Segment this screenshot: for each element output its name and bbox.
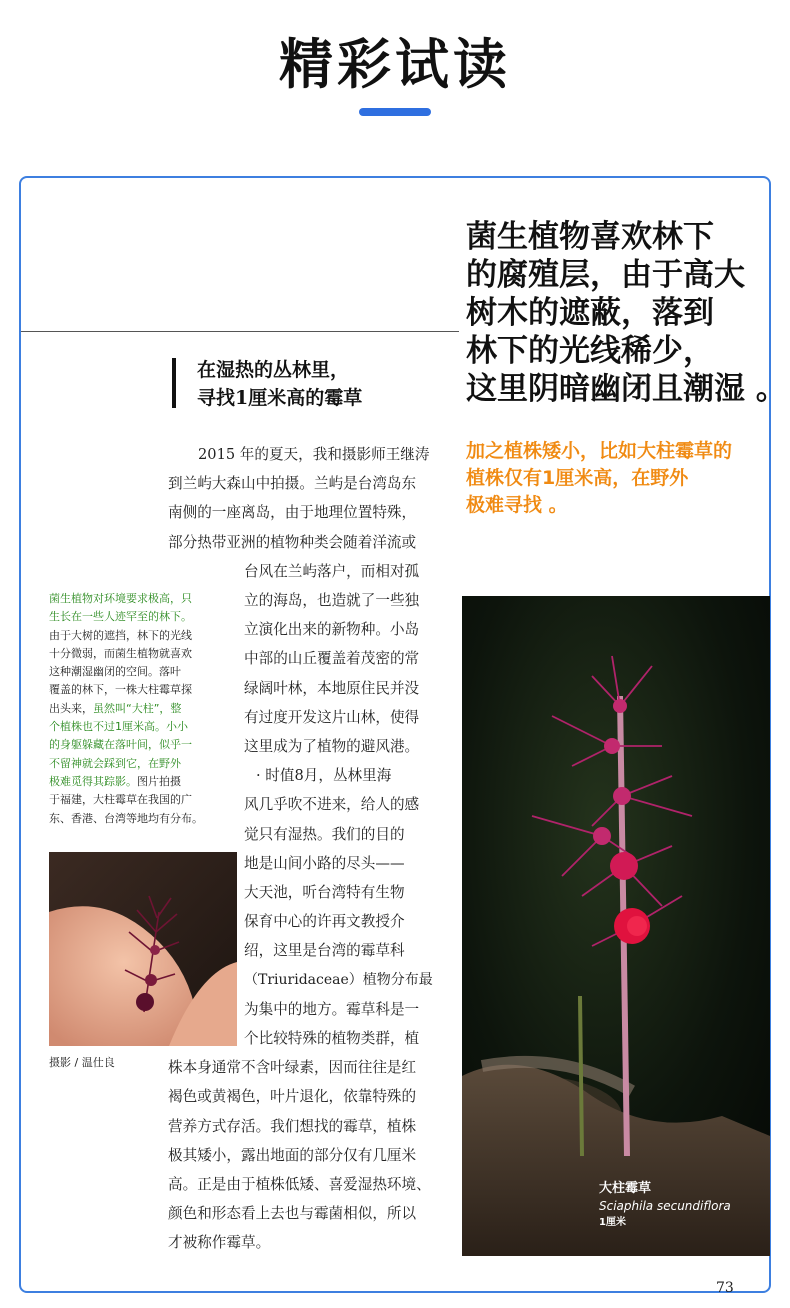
photo-sciaphila (462, 596, 770, 1256)
body-line: 到兰屿大森山中拍摄。兰屿是台湾岛东 (168, 475, 417, 493)
headline-line: 菌生植物喜欢林下 (466, 219, 714, 255)
note-line: 个植株也不过1厘米高。小小 (49, 720, 188, 734)
highlight-line: 加之植株矮小，比如大柱霉草的 (466, 440, 733, 462)
photo-caption (599, 1180, 731, 1230)
note-line: 覆盖的林下，一株大柱霉草探 (49, 683, 192, 697)
note-fragment: 虽然叫“大柱”，整 (93, 701, 182, 715)
divider-rule (21, 331, 459, 332)
caption-latin-name: Sciaphila secundiflora (599, 1199, 731, 1213)
section-title (197, 356, 457, 412)
note-line: 菌生植物对环境要求极高，只 (49, 592, 192, 605)
body-line: 中部的山丘覆盖着茂密的常 (244, 650, 420, 668)
note-line: 生长在一些人迹罕至的林下。 (49, 610, 192, 624)
sciaphila-illustration (462, 596, 770, 1256)
body-line: 南侧的一座离岛，由于地理位置特殊， (168, 504, 417, 522)
note-line: 不留神就会踩到它，在野外 (49, 756, 181, 770)
headline-line: 林下的光线稀少， (466, 333, 714, 369)
body-line: 株本身通常不含叶绿素，因而往往是红 (168, 1059, 417, 1077)
photo-credit: 摄影 / 温仕良 (49, 1056, 115, 1069)
note-line: 这种潮湿幽闭的空间。落叶 (49, 665, 181, 679)
body-line: 有过度开发这片山林，使得 (244, 708, 420, 726)
body-line: 大天池，听台湾特有生物 (244, 884, 405, 901)
side-note (49, 590, 219, 828)
body-line: 这里成为了植物的避风港。 (244, 738, 420, 755)
body-line: （Triuridaceae）植物分布最 (244, 971, 433, 988)
body-line: 台风在兰屿落户，而相对孤 (244, 562, 420, 580)
headline (466, 218, 787, 408)
body-line: 高。正是由于植株低矮、喜爱湿热环境、 (168, 1176, 431, 1193)
note-fragment: 图片拍摄 (137, 774, 181, 788)
body-line: 风几乎吹不进来，给人的感 (244, 796, 420, 814)
body-line: 部分热带亚洲的植物种类会随着洋流或 (168, 533, 417, 551)
section-title-line: 寻找1厘米高的霉草 (197, 387, 363, 409)
note-line: 于福建，大柱霉草在我国的广 (49, 793, 192, 807)
section-title-line: 在湿热的丛林里， (197, 359, 350, 381)
body-line: 立的海岛，也造就了一些独 (244, 592, 420, 609)
body-line: 颜色和形态看上去也与霉菌相似，所以 (168, 1205, 417, 1223)
body-line: 绍，这里是台湾的霉草科 (244, 942, 405, 960)
body-line: 营养方式存活。我们想找的霉草，植株 (168, 1117, 417, 1135)
note-line: 的身躯躲藏在落叶间，似乎一 (49, 738, 192, 752)
body-line: · 时值8月，丛林里海 (256, 767, 392, 785)
note-line: 东、香港、台湾等地均有分布。 (49, 811, 203, 825)
body-line: 极其矮小，露出地面的部分仅有几厘米 (168, 1146, 417, 1164)
note-fragment: 出头来， (49, 701, 93, 715)
note-line: 十分微弱，而菌生植物就喜欢 (49, 646, 192, 660)
highlight-line: 植株仅有1厘米高，在野外 (466, 467, 689, 489)
body-line: 绿阔叶林，本地原住民并没 (244, 679, 420, 697)
headline-line: 这里阴暗幽闭且潮湿 。 (466, 371, 787, 407)
note-line-mixed (49, 773, 219, 791)
body-line: 褐色或黄褐色，叶片退化，依靠特殊的 (168, 1088, 417, 1106)
body-line: 才被称作霉草。 (168, 1234, 271, 1252)
body-line: 地是山间小路的尽头—— (244, 854, 405, 872)
body-line: 立演化出来的新物种。小岛 (244, 621, 420, 639)
note-line-mixed (49, 700, 219, 718)
body-line: 为集中的地方。霉草科是一 (244, 1000, 420, 1018)
caption-chinese-name: 大柱霉草 (599, 1181, 652, 1196)
body-line: 个比较特殊的植物类群，植 (244, 1030, 420, 1047)
caption-size: 1厘米 (599, 1217, 626, 1228)
heading-underline (359, 108, 431, 116)
headline-line: 的腐殖层，由于高大 (466, 257, 745, 293)
body-line: 保育中心的许再文教授介 (244, 913, 405, 931)
body-line: 觉只有湿热。我们的目的 (244, 825, 405, 843)
page-number: 73 (716, 1280, 734, 1296)
note-fragment: 极难觅得其踪影。 (49, 774, 137, 788)
photo-plant-in-hand (49, 852, 237, 1046)
page-heading: 精彩试读 (279, 33, 511, 96)
section-title-bar (172, 358, 176, 408)
headline-highlight (466, 438, 766, 519)
note-line: 由于大树的遮挡，林下的光线 (49, 628, 192, 642)
body-line: 2015 年的夏天，我和摄影师王继涛 (198, 446, 430, 463)
headline-line: 树木的遮蔽，落到 (466, 295, 714, 331)
plant-in-hand-illustration (49, 852, 237, 1046)
highlight-line: 极难寻找 。 (466, 494, 568, 516)
